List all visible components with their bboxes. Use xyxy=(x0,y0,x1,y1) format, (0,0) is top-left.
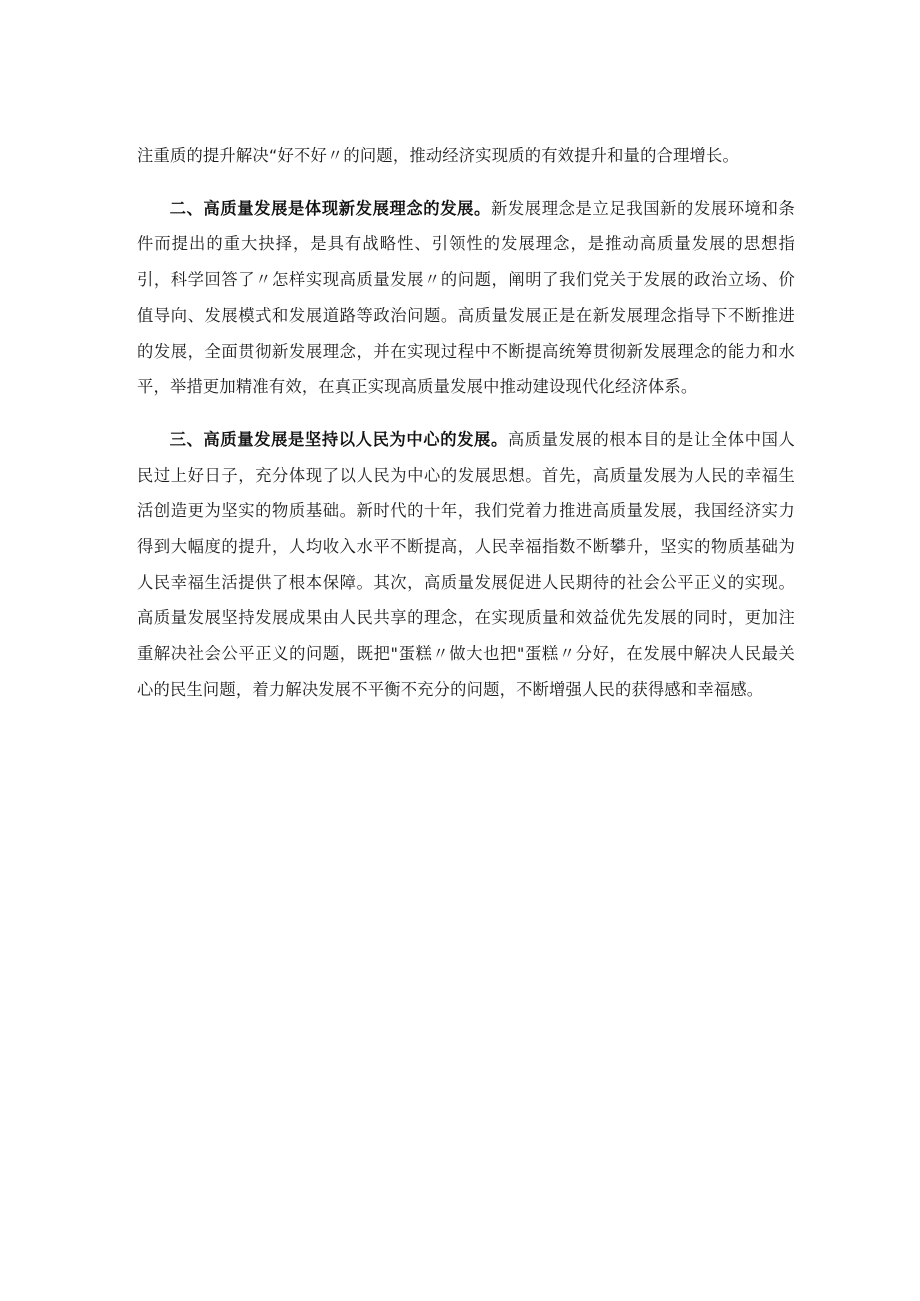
paragraph-text: 注重质的提升解决“好不好〃的问题，推动经济实现质的有效提升和量的合理增长。 xyxy=(137,146,739,165)
paragraph-text: 新发展理念是立足我国新的发展环境和条件而提出的重大抉择，是具有战略性、引领性的发展理念，是推动高质量发展的思想指引，科学回答了〃怎样实现高质量发展〃的问题，阐明了我们党关于发展的政治立场、价值导向、发展模式和发展道路等政治问题。高质量发展正是在新发展理念指导下不断推进的发展，全面贯彻新发展理念，并在实现过程中不断提高统筹贯彻新发展理念的能力和水平，举措更加精准有效，在真正实现高质量发展中推动建设现代化经济体系。 xyxy=(137,198,795,397)
paragraph-continuation xyxy=(137,138,795,174)
section-heading: 三、高质量发展是坚持以人民为中心的发展。 xyxy=(169,429,508,449)
paragraph-section-3 xyxy=(137,422,795,708)
section-heading: 二、高质量发展是体现新发展理念的发展。 xyxy=(169,198,491,218)
paragraph-text: 高质量发展的根本目的是让全体中国人民过上好日子，充分体现了以人民为中心的发展思想。首先，高质量发展为人民的幸福生活创造更为坚实的物质基础。新时代的十年，我们党着力推进高质量发展，我国经济实力得到大幅度的提升，人均收入水平不断提高，人民幸福指数不断攀升，坚实的物质基础为人民幸福生活提供了根本保障。其次，高质量发展促进人民期待的社会公平正义的实现。高质量发展坚持发展成果由人民共享的理念，在实现质量和效益优先发展的同时，更加注重解决社会公平正义的问题，既把"蛋糕〃做大也把"蛋糕〃分好，在发展中解决人民最关心的民生问题，着力解决发展不平衡不充分的问题，不断增强人民的获得感和幸福感。 xyxy=(137,429,795,699)
paragraph-section-2 xyxy=(137,191,795,405)
document-body xyxy=(137,138,795,708)
